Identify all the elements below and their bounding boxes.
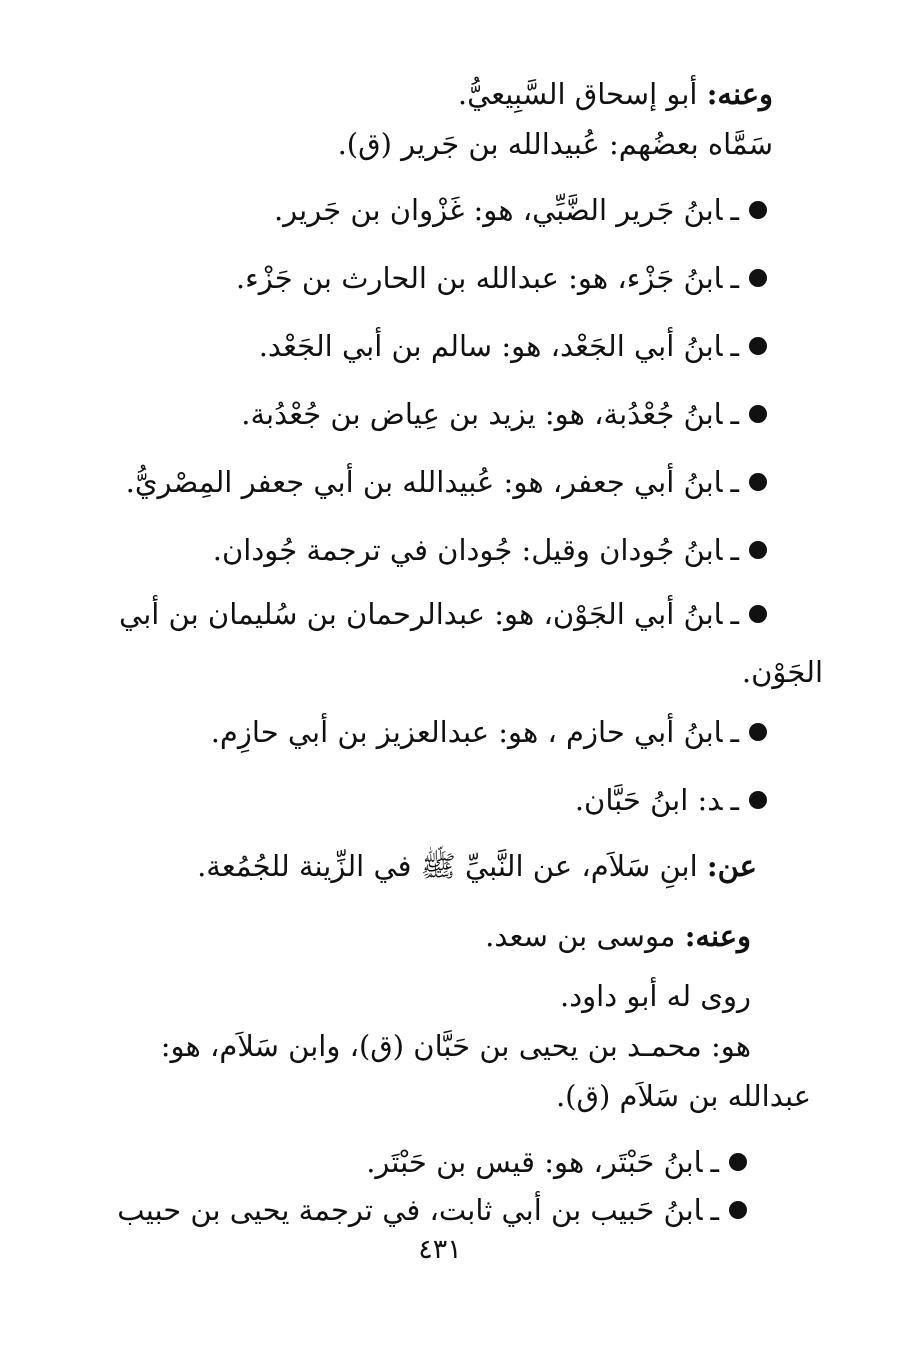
line-text: ابنُ أبي الجَوْن، هو: عبدالرحمان بن سُليمان بن أبي <box>119 597 723 631</box>
bullet-icon <box>749 723 767 741</box>
line-text: ابنُ جُعْدُبة، هو: يزيد بن عِياض بن جُعْدُبة. <box>241 397 723 431</box>
dash: ـ <box>730 533 739 567</box>
line-text: ابنُ حَبيب بن أبي ثابت، في ترجمة يحيى بن حبيب <box>117 1193 703 1227</box>
text-line-continuation <box>742 652 823 692</box>
dash: ـ <box>710 1193 719 1227</box>
text-line-continuation <box>556 1076 811 1116</box>
bullet-icon <box>749 269 767 287</box>
dash: ـ <box>730 261 739 295</box>
line-text: ابنُ جَرير الضَّبِّي، هو: غَزْوان بن جَرير. <box>273 193 723 227</box>
text-line-an <box>197 846 757 886</box>
line-text: موسى بن سعد. <box>485 919 685 953</box>
list-item <box>241 394 767 434</box>
line-text: عبدالله بن سَلاَم (ق). <box>555 1079 811 1113</box>
line-text: هو: محمـد بن يحيى بن حَبَّان (ق)، وابن سَلاَم، هو: <box>160 1029 751 1063</box>
dash: ـ <box>730 397 739 431</box>
text-line-wanhu <box>485 916 751 956</box>
bullet-icon <box>749 605 767 623</box>
bullet-icon <box>749 201 767 219</box>
line-text: أبو إسحاق السَّبِيعيُّ. <box>457 77 707 111</box>
list-item <box>213 530 767 570</box>
text-line-1 <box>458 74 773 114</box>
text-line-2 <box>338 124 773 164</box>
line-text: ابنِ سَلاَم، عن النَّبيِّ ﷺ في الزِّينة للجُمُعة. <box>197 849 707 883</box>
bullet-icon <box>749 791 767 809</box>
list-item <box>366 1142 747 1182</box>
dash: ـ <box>710 1145 719 1179</box>
text-line-rawa <box>560 976 751 1016</box>
text-line-huwa <box>161 1026 751 1066</box>
list-item <box>259 326 767 366</box>
line-text: ابنُ جَزْء، هو: عبدالله بن الحارث بن جَزْء. <box>235 261 723 295</box>
list-item <box>211 712 767 752</box>
list-item <box>575 780 767 820</box>
label-wanhu: وعنه: <box>706 77 773 111</box>
line-text: ابنُ أبي الجَعْد، هو: سالم بن أبي الجَعْد. <box>258 329 723 363</box>
line-text: ابنُ جُودان وقيل: جُودان في ترجمة جُودان. <box>212 533 723 567</box>
list-item <box>236 258 767 298</box>
bullet-icon <box>749 541 767 559</box>
list-item <box>126 462 767 502</box>
bullet-icon <box>749 405 767 423</box>
dash: ـ <box>730 715 739 749</box>
page-number: ٤٣١ <box>418 1234 462 1265</box>
line-text: سَمَّاه بعضُهم: عُبيدالله بن جَرير (ق). <box>337 127 773 161</box>
dash: ـ <box>730 329 739 363</box>
line-text: ابنُ أبي حازم ، هو: عبدالعزيز بن أبي حازِم. <box>210 715 723 749</box>
list-item <box>117 1190 747 1230</box>
bullet-icon <box>729 1153 747 1171</box>
bullet-icon <box>749 473 767 491</box>
line-text: روى له أبو داود. <box>560 979 751 1013</box>
dash: ـ <box>730 465 739 499</box>
label-wanhu: وعنه: <box>684 919 751 953</box>
dash: ـ <box>730 783 739 817</box>
line-text: ابنُ أبي جعفر، هو: عُبيدالله بن أبي جعفر المِصْريُّ. <box>125 465 723 499</box>
line-text: د: ابنُ حَبَّان. <box>574 783 723 817</box>
dash: ـ <box>730 597 739 631</box>
line-text: ابنُ حَبْتَر، هو: قيس بن حَبْتَر. <box>366 1145 703 1179</box>
line-text: الجَوْن. <box>741 655 823 689</box>
label-an: عن: <box>706 849 757 883</box>
list-item <box>274 190 767 230</box>
bullet-icon <box>729 1201 747 1219</box>
list-item <box>119 594 767 634</box>
dash: ـ <box>730 193 739 227</box>
bullet-icon <box>749 337 767 355</box>
